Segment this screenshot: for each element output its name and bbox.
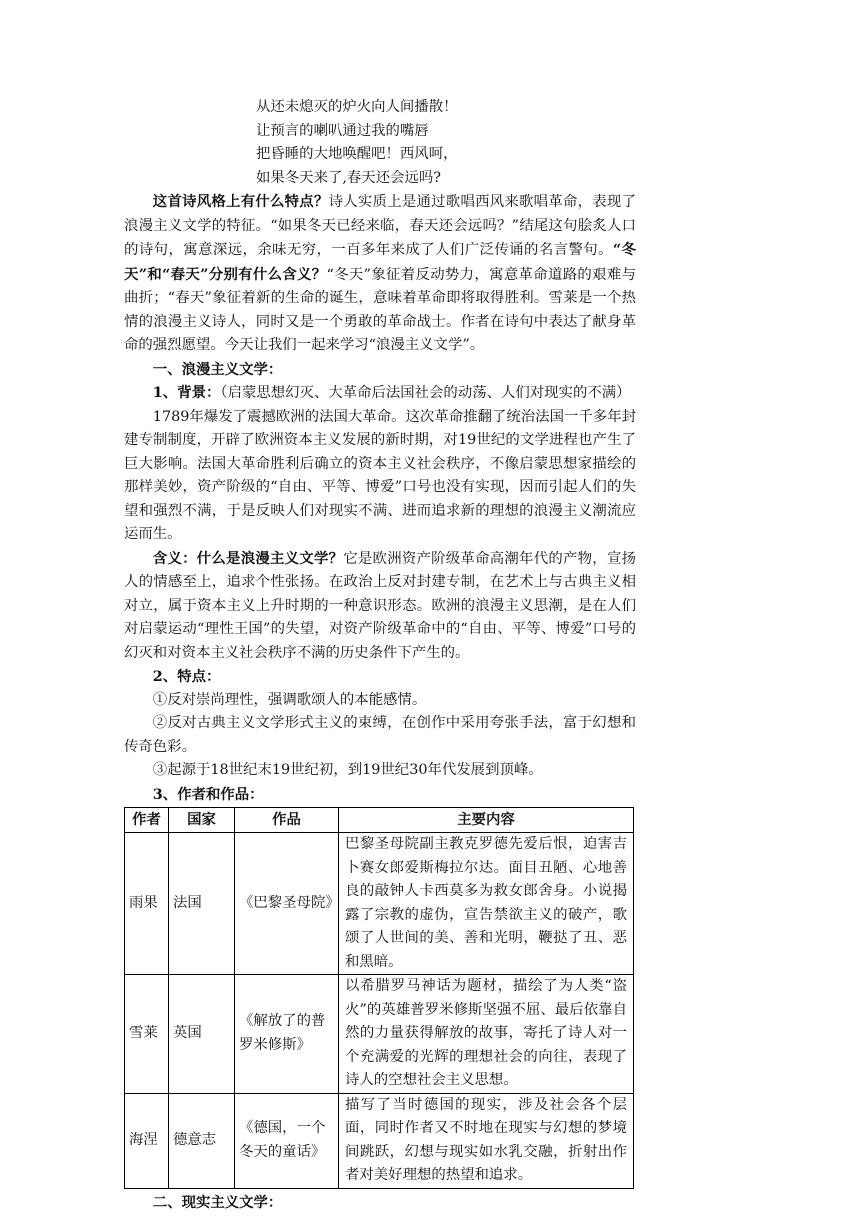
background-paragraph: 1789年爆发了震撼欧洲的法国大革命。这次革命推翻了统治法国一千多年封建专制制度，开辟了欧洲资本主义发展的新时期，对19世纪的文学进程也产生了巨大影响。法国大革命胜利后确立的资本主义社会秩序，不像启蒙思想家描绘的那样美妙，资产阶级的“自由、平等、博爱”口号也没有实现，因而引起人们的失望和强烈不满，于是反映人们对现实不满、进而追求新的理想的浪漫主义潮流应运而生。 [124, 408, 636, 542]
answer-style: 诗人实质上是通过歌唱西风来歌唱革命，表现了浪漫主义文学的特征。“如果冬天已经来临，春天还会远吗？”结尾这句脍炙人口的诗句，寓意深远，余味无穷，一百多年来成了人们广泛传诵的名言警句。 [124, 194, 636, 258]
table-header-row [125, 808, 634, 833]
cell-content: 以希腊罗马神话为题材，描绘了为人类“盗火”的英雄普罗米修斯坚强不屈、最后依靠自然的力量获得解放的故事，寄托了诗人对一个充满爱的光辉的理想社会的向往，表现了诗人的空想社会主义思想。 [339, 975, 634, 1094]
cell-country: 法国 [169, 833, 235, 975]
background-label: 1、背景： [152, 384, 221, 401]
cell-country: 英国 [169, 975, 235, 1094]
table-row [125, 1093, 634, 1188]
poem-line: 从还未熄灭的炉火向人间播散！ [256, 99, 458, 115]
definition-label: 含义：什么是浪漫主义文学？ [152, 549, 344, 567]
poem-line: 让预言的喇叭通过我的嘴唇 [256, 122, 429, 139]
cell-work: 《巴黎圣母院》 [235, 833, 339, 975]
definition-text: 它是欧洲资产阶级革命高潮年代的产物，宣扬人的情感至上，追求个性张扬。在政治上反对封建专制，在艺术上与古典主义相对立，属于资本主义上升时期的一种意识形态。欧洲的浪漫主义思潮，是在人们对启蒙运动“理性王国”的失望，对资产阶级革命中的“自由、平等、博爱”口号的幻灭和对资本主义社会秩序不满的历史条件下产生的。 [124, 550, 636, 661]
poem-line: 如果冬天来了,春天还会远吗? [256, 169, 441, 186]
answer-meaning: “冬天”象征着反动势力，寓意革命道路的艰难与曲折；“春天”象征着新的生命的诞生，意味着革命即将取得胜利。雪莱是一个热情的浪漫主义诗人，同时又是一个勇敢的革命战士。作者在诗句中表达了献身革命的强烈愿望。今天让我们一起来学习“浪漫主义文学”。 [124, 266, 636, 353]
background-line [124, 381, 636, 406]
intro-paragraph [124, 190, 636, 358]
section-romanticism-heading: 一、浪漫主义文学： [152, 360, 283, 378]
cell-content: 巴黎圣母院副主教克罗德先爱后恨，迫害吉卜赛女郎爱斯梅拉尔达。面目丑陋、心地善良的敲钟人卡西莫多为救女郎舍身。小说揭露了宗教的虚伪，宣告禁欲主义的破产，歌颂了人世间的美、善和光明，鞭挞了丑、恶和黑暗。 [339, 833, 634, 975]
header-content: 主要内容 [339, 808, 634, 833]
feature-item: ③起源于18世纪末19世纪初，到19世纪30年代发展到顶峰。 [152, 762, 543, 778]
poem-excerpt [256, 96, 636, 190]
authors-works-table [124, 807, 634, 1189]
header-work: 作品 [235, 808, 339, 833]
header-author: 作者 [125, 808, 169, 833]
section-realism-heading: 二、现实主义文学： [152, 1193, 283, 1211]
cell-author: 海涅 [125, 1093, 169, 1188]
cell-work: 《解放了的普罗米修斯》 [235, 975, 339, 1094]
question-meaning: “冬天”和“春天”分别有什么含义？ [124, 241, 636, 283]
cell-content: 描写了当时德国的现实，涉及社会各个层面，同时作者又不时地在现实与幻想的梦境间跳跃，幻想与现实如水乳交融，折射出作者对美好理想的热望和追求。 [339, 1093, 634, 1188]
header-country: 国家 [169, 808, 235, 833]
feature-item: ②反对古典主义文学形式主义的束缚，在创作中采用夸张手法，富于幻想和传奇色彩。 [124, 715, 636, 755]
background-note: （启蒙思想幻灭、大革命后法国社会的动荡、人们对现实的不满） [220, 385, 631, 401]
definition-paragraph [124, 547, 636, 666]
question-style: 这首诗风格上有什么特点？ [152, 193, 329, 210]
cell-author: 雪莱 [125, 975, 169, 1094]
poem-line: 把昏睡的大地唤醒吧！西风呵， [256, 146, 458, 162]
cell-author: 雨果 [125, 833, 169, 975]
feature-item: ①反对崇尚理性，强调歌颂人的本能感情。 [152, 691, 427, 708]
table-row [125, 833, 634, 975]
table-row [125, 975, 634, 1094]
works-label: 3、作者和作品： [152, 785, 264, 803]
cell-work: 《德国，一个冬天的童话》 [235, 1093, 339, 1188]
cell-country: 德意志 [169, 1093, 235, 1188]
features-label: 2、特点： [152, 668, 221, 685]
document-page [124, 96, 636, 1214]
